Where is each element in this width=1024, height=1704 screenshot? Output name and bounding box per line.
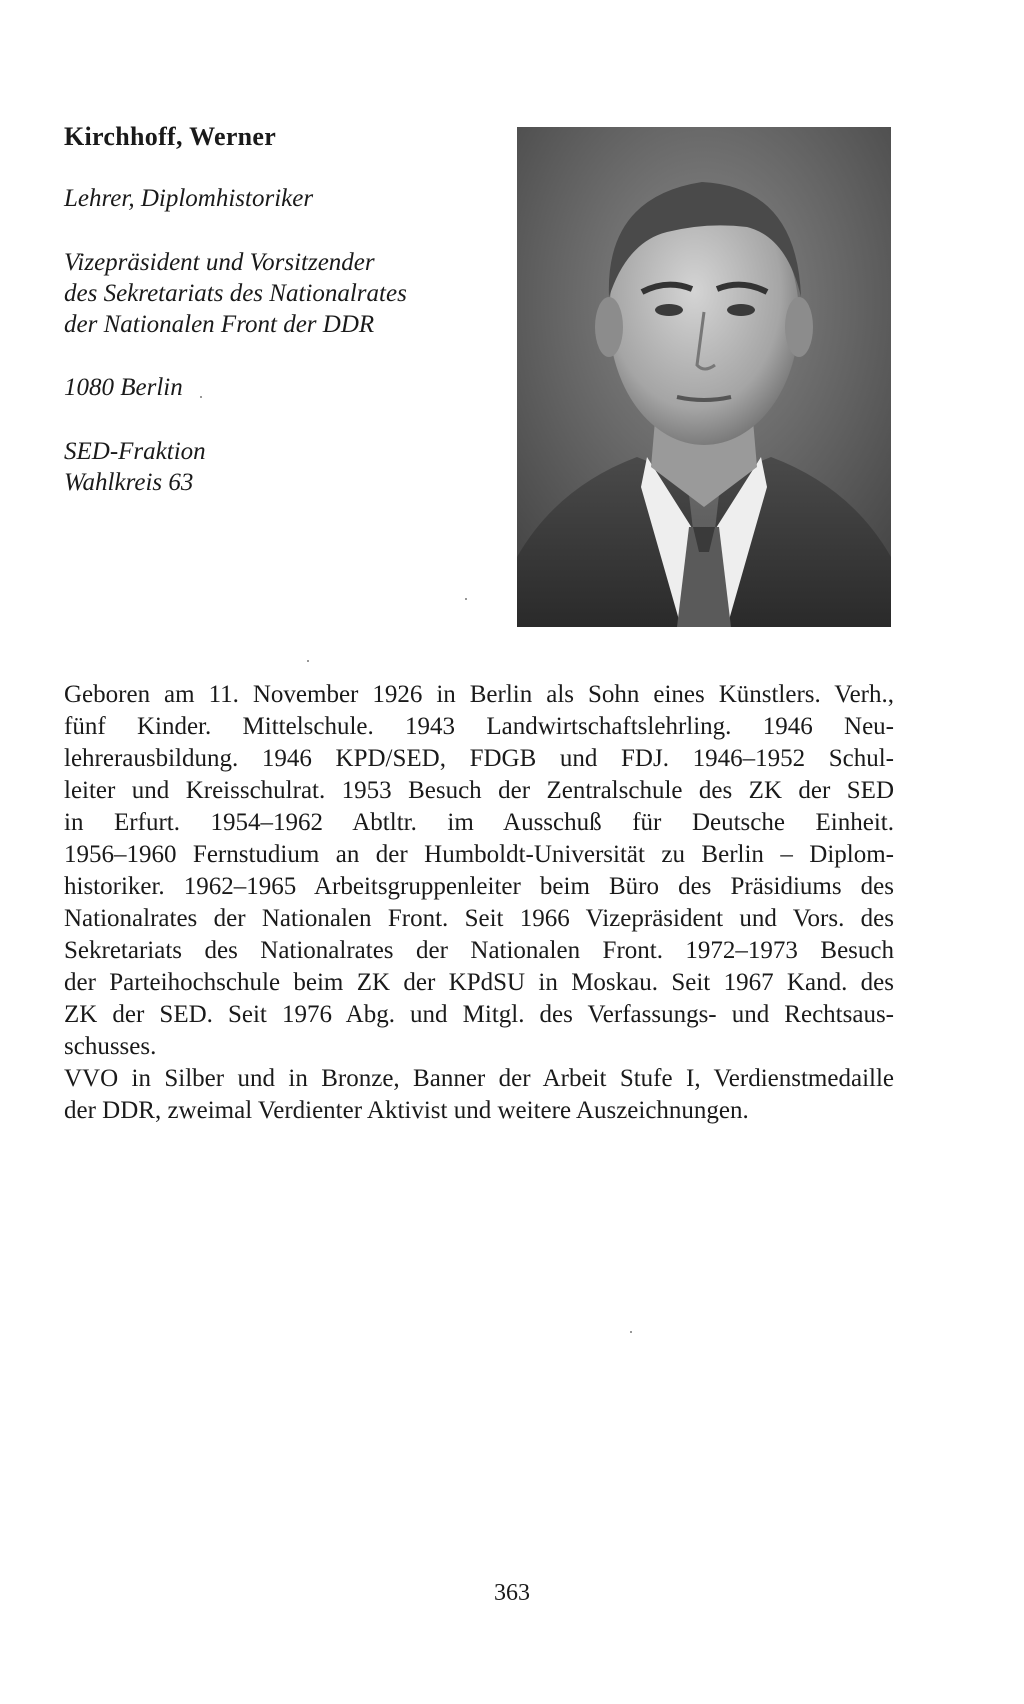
faction: SED-Fraktion [64,438,206,465]
biography-line: 1956–1960 Fernstudium an der Humboldt-Universität zu Berlin – Diplom- [64,841,894,868]
biography-line: lehrerausbildung. 1946 KPD/SED, FDGB und FDJ. 1946–1952 Schul- [64,745,894,772]
biography-line: Nationalrates der Nationalen Front. Seit 1966 Vizepräsident und Vors. des [64,905,894,932]
biography-line: leiter und Kreisschulrat. 1953 Besuch der Zentralschule des ZK der SED [64,777,894,804]
biography-line: schusses. [64,1033,157,1060]
biography-line: ZK der SED. Seit 1976 Abg. und Mitgl. des Verfassungs- und Rechtsaus- [64,1001,894,1028]
profession-text: Lehrer, Diplomhistoriker [64,185,314,212]
biography-line: fünf Kinder. Mittelschule. 1943 Landwirtschaftslehrling. 1946 Neu- [64,713,894,740]
biography [64,679,894,1127]
biography-line: der Parteihochschule beim ZK der KPdSU in Moskau. Seit 1967 Kand. des [64,969,894,996]
page-number: 363 [494,1580,530,1606]
position-line: des Sekretariats des Nationalrates [64,280,407,307]
position-block [64,247,407,340]
entry-name: Kirchhoff, Werner [64,122,277,151]
faction-block [64,436,206,498]
scan-speck [465,598,467,600]
portrait-icon [517,127,891,627]
awards-line: der DDR, zweimal Verdienter Aktivist und weitere Auszeichnungen. [64,1097,749,1124]
city-text: 1080 Berlin [64,374,183,401]
biography-line: Geboren am 11. November 1926 in Berlin als Sohn eines Künstlers. Verh., [64,681,894,708]
biography-line: Sekretariats des Nationalrates der Nationalen Front. 1972–1973 Besuch [64,937,894,964]
city [64,372,183,403]
awards-line: VVO in Silber und in Bronze, Banner der Arbeit Stufe I, Verdienstmedaille [64,1065,894,1092]
portrait-photo [517,127,891,627]
constituency: Wahlkreis 63 [64,469,194,496]
scan-speck [630,1331,632,1333]
biography-line: in Erfurt. 1954–1962 Abtltr. im Ausschuß für Deutsche Einheit. [64,809,894,836]
scan-speck [200,396,202,398]
scan-speck [307,660,309,662]
position-line: Vizepräsident und Vorsitzender [64,249,375,276]
position-line: der Nationalen Front der DDR [64,311,375,338]
biography-line: historiker. 1962–1965 Arbeitsgruppenleiter beim Büro des Präsidiums des [64,873,894,900]
profession [64,183,313,214]
